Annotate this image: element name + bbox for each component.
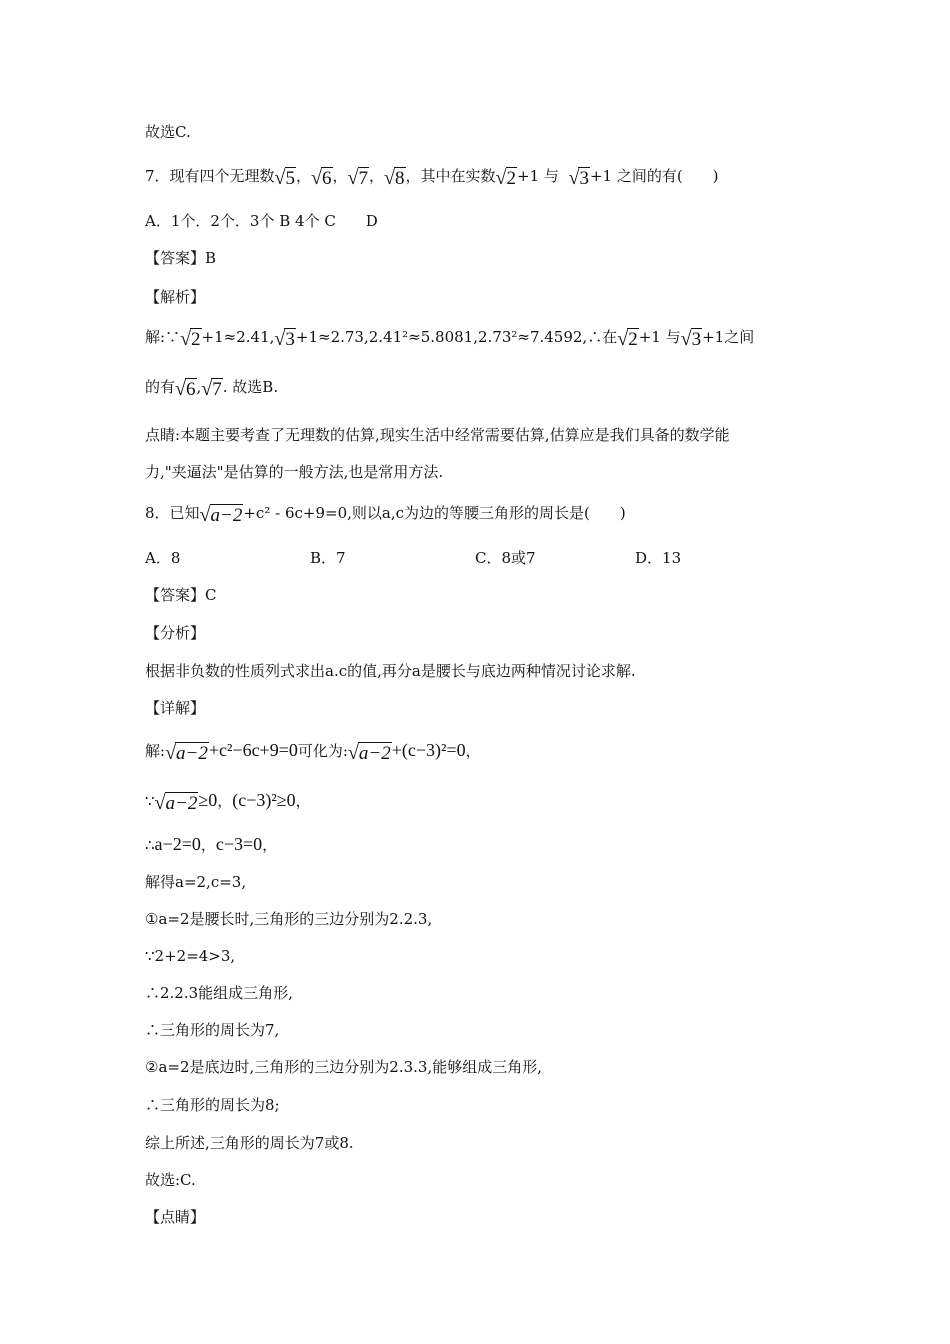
- detail-line-9: ②a=2是底边时,三角形的三边分别为2.3.3,能够组成三角形,: [145, 1058, 542, 1076]
- detail-label: 【详解】: [145, 699, 206, 717]
- q7-options: A．1个．2个．3个 B 4个 C D: [145, 212, 378, 230]
- option-a: A．8: [145, 549, 181, 567]
- sqrt8: √8: [384, 167, 405, 189]
- analysis-text: 根据非负数的性质列式求出a.c的值,再分a是腰长与底边两种情况讨论求解.: [145, 662, 636, 680]
- detail-line-7: ∴2.2.3能组成三角形,: [145, 984, 293, 1002]
- comment-label: 【点睛】: [145, 1208, 206, 1226]
- solution-line-2: 的有√6,√7. 故选B.: [145, 378, 279, 400]
- detail-line-4: 解得a=2,c=3,: [145, 873, 247, 891]
- detail-line-5: ①a=2是腰长时,三角形的三边分别为2.2.3,: [145, 910, 433, 928]
- detail-line-3: ∴a−2=0，c−3=0，: [145, 834, 278, 854]
- solution-line-1: 解:∵√2+1≈2.41,√3+1≈2.73,2.41²≈5.8081,2.73²≈7.4592,∴在√2+1 与√3+1之间: [145, 328, 755, 350]
- sqrt6: √6: [311, 167, 332, 189]
- option-b: B．7: [310, 549, 346, 567]
- detail-line-10: ∴三角形的周长为8;: [145, 1096, 280, 1114]
- sqrt-a-minus-2: √a−2: [347, 742, 391, 764]
- comment-line-1: 点睛:本题主要考查了无理数的估算,现实生活中经常需要估算,估算应是我们具备的数学能: [145, 426, 730, 444]
- sqrt2: √2: [617, 328, 638, 350]
- option-d: D．13: [635, 549, 682, 567]
- line-prev-answer: 故选C.: [145, 123, 191, 141]
- detail-line-8: ∴三角形的周长为7,: [145, 1021, 280, 1039]
- detail-line-11: 综上所述,三角形的周长为7或8.: [145, 1134, 354, 1152]
- sqrt6: √6: [175, 378, 196, 400]
- sqrt3: √3: [568, 167, 589, 189]
- comment-line-2: 力,"夹逼法"是估算的一般方法,也是常用方法.: [145, 463, 444, 481]
- sqrt7: √7: [347, 167, 369, 189]
- sqrt3: √3: [680, 328, 702, 350]
- question-7: 7．现有四个无理数√5，√6，√7，√8，其中在实数√2+1 与 √3+1 之间的有( ): [145, 167, 719, 189]
- detail-line-6: ∵2+2=4>3,: [145, 947, 236, 965]
- sqrt-a-minus-2: √a−2: [199, 504, 243, 526]
- detail-line-1: 解:√a−2+c²−6c+9=0可化为:√a−2+(c−3)²=0，: [145, 740, 481, 764]
- option-c: C．8或7: [475, 549, 536, 567]
- sqrt5: √5: [274, 167, 296, 189]
- sqrt-a-minus-2: √a−2: [154, 792, 198, 814]
- sqrt3: √3: [274, 328, 295, 350]
- answer-label: 【答案】B: [145, 249, 217, 267]
- sqrt-a-minus-2: √a−2: [165, 742, 208, 764]
- detail-line-12: 故选:C.: [145, 1171, 196, 1189]
- sqrt2: √2: [495, 167, 517, 189]
- sqrt7: √7: [201, 378, 222, 400]
- sqrt2: √2: [180, 328, 201, 350]
- answer-label: 【答案】C: [145, 586, 217, 604]
- analysis-label: 【解析】: [145, 288, 206, 306]
- detail-line-2: ∵√a−2≥0，(c−3)²≥0，: [145, 790, 311, 814]
- analysis-label: 【分析】: [145, 624, 206, 642]
- q7-text: 7．现有四个无理数: [145, 167, 275, 185]
- question-8: 8．已知√a−2+c² - 6c+9=0,则以a,c为边的等腰三角形的周长是( ): [145, 504, 626, 526]
